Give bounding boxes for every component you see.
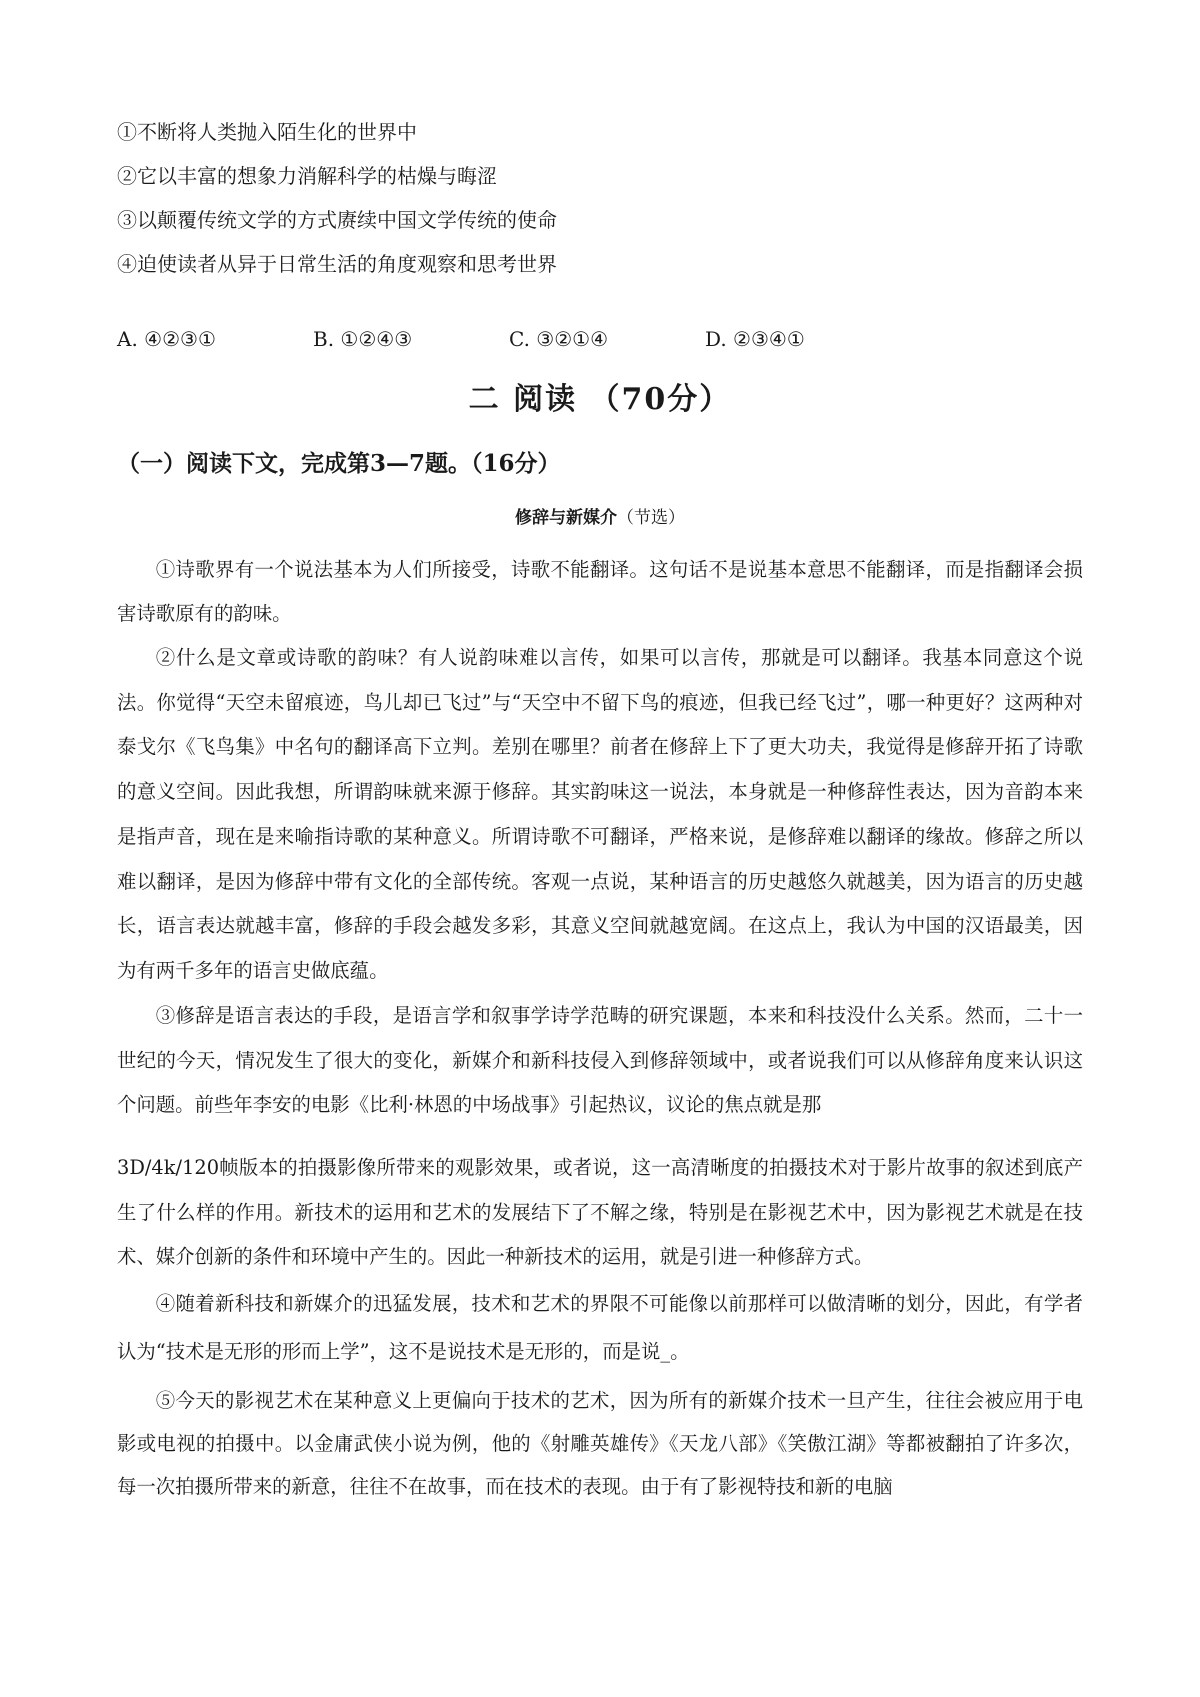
choice-c: C. ③②①④: [509, 327, 609, 351]
option-4: ④迫使读者从异于日常生活的角度观察和思考世界: [117, 252, 557, 276]
choice-a: A. ④②③①: [117, 327, 216, 351]
paragraph-2: ②什么是文章或诗歌的韵味？有人说韵味难以言传，如果可以言传，那就是可以翻译。我基本同意这个说法。你觉得“天空未留痕迹，鸟儿却已飞过”与“天空中不留下鸟的痕迹，但我已经飞过”，哪一种更好？这两种对泰戈尔《飞鸟集》中名句的翻译高下立判。差别在哪里？前者在修辞上下了更大功夫，我觉得是修辞开拓了诗歌的意义空间。因此我想，所谓韵味就来源于修辞。其实韵味这一说法，本身就是一种修辞性表达，因为音韵本来是指声音，现在是来喻指诗歌的某种意义。所谓诗歌不可翻译，严格来说，是修辞难以翻译的缘故。修辞之所以难以翻译，是因为修辞中带有文化的全部传统。客观一点说，某种语言的历史越悠久就越美，因为语言的历史越长，语言表达就越丰富，修辞的手段会越发多彩，其意义空间就越宽阔。在这点上，我认为中国的汉语最美，因为有两千多年的语言史做底蕴。: [117, 646, 1083, 982]
choice-b: B. ①②④③: [313, 327, 413, 351]
choice-d: D. ②③④①: [705, 327, 805, 351]
paragraph-5: ⑤今天的影视艺术在某种意义上更偏向于技术的艺术，因为所有的新媒介技术一旦产生，往往会被应用于电影或电视的拍摄中。以金庸武侠小说为例，他的《射雕英雄传》《天龙八部》《笑傲江湖》等都被翻拍了许多次，每一次拍摄所带来的新意，往往不在故事，而在技术的表现。由于有了影视特技和新的电脑: [117, 1389, 1083, 1498]
option-2: ②它以丰富的想象力消解科学的枯燥与晦涩: [117, 164, 497, 188]
paragraph-4: ④随着新科技和新媒介的迅猛发展，技术和艺术的界限不可能像以前那样可以做清晰的划分，因此，有学者认为“技术是无形的形而上学”，这不是说技术是无形的，而是说_。: [117, 1292, 1083, 1363]
article-title-text: 修辞与新媒介: [515, 508, 617, 528]
paragraph-1: ①诗歌界有一个说法基本为人们所接受，诗歌不能翻译。这句话不是说基本意思不能翻译，而是指翻译会损害诗歌原有的韵味。: [117, 558, 1083, 625]
option-1: ①不断将人类抛入陌生化的世界中: [117, 120, 417, 144]
section-title: 二 阅读 （70分）: [468, 382, 732, 417]
paragraph-3-continued: 3D/4k/120帧版本的拍摄影像所带来的观影效果，或者说，这一高清晰度的拍摄技术对于影片故事的叙述到底产生了什么样的作用。新技术的运用和艺术的发展结下了不解之缘，特别是在影视艺术中，因为影视艺术就是在技术、媒介创新的条件和环境中产生的。因此一种新技术的运用，就是引进一种修辞方式。: [117, 1156, 1083, 1268]
paragraph-3: ③修辞是语言表达的手段，是语言学和叙事学诗学范畴的研究课题，本来和科技没什么关系。然而，二十一世纪的今天，情况发生了很大的变化，新媒介和新科技侵入到修辞领域中，或者说我们可以从修辞角度来认识这个问题。前些年李安的电影《比利·林恩的中场战事》引起热议，议论的焦点就是那: [117, 1004, 1083, 1116]
option-3: ③以颠覆传统文学的方式赓续中国文学传统的使命: [117, 208, 557, 232]
question-group-title: （一）阅读下文，完成第3—7题。（16分）: [117, 450, 561, 477]
article-title-note: （节选）: [617, 508, 685, 528]
article-title: [0, 505, 1200, 531]
